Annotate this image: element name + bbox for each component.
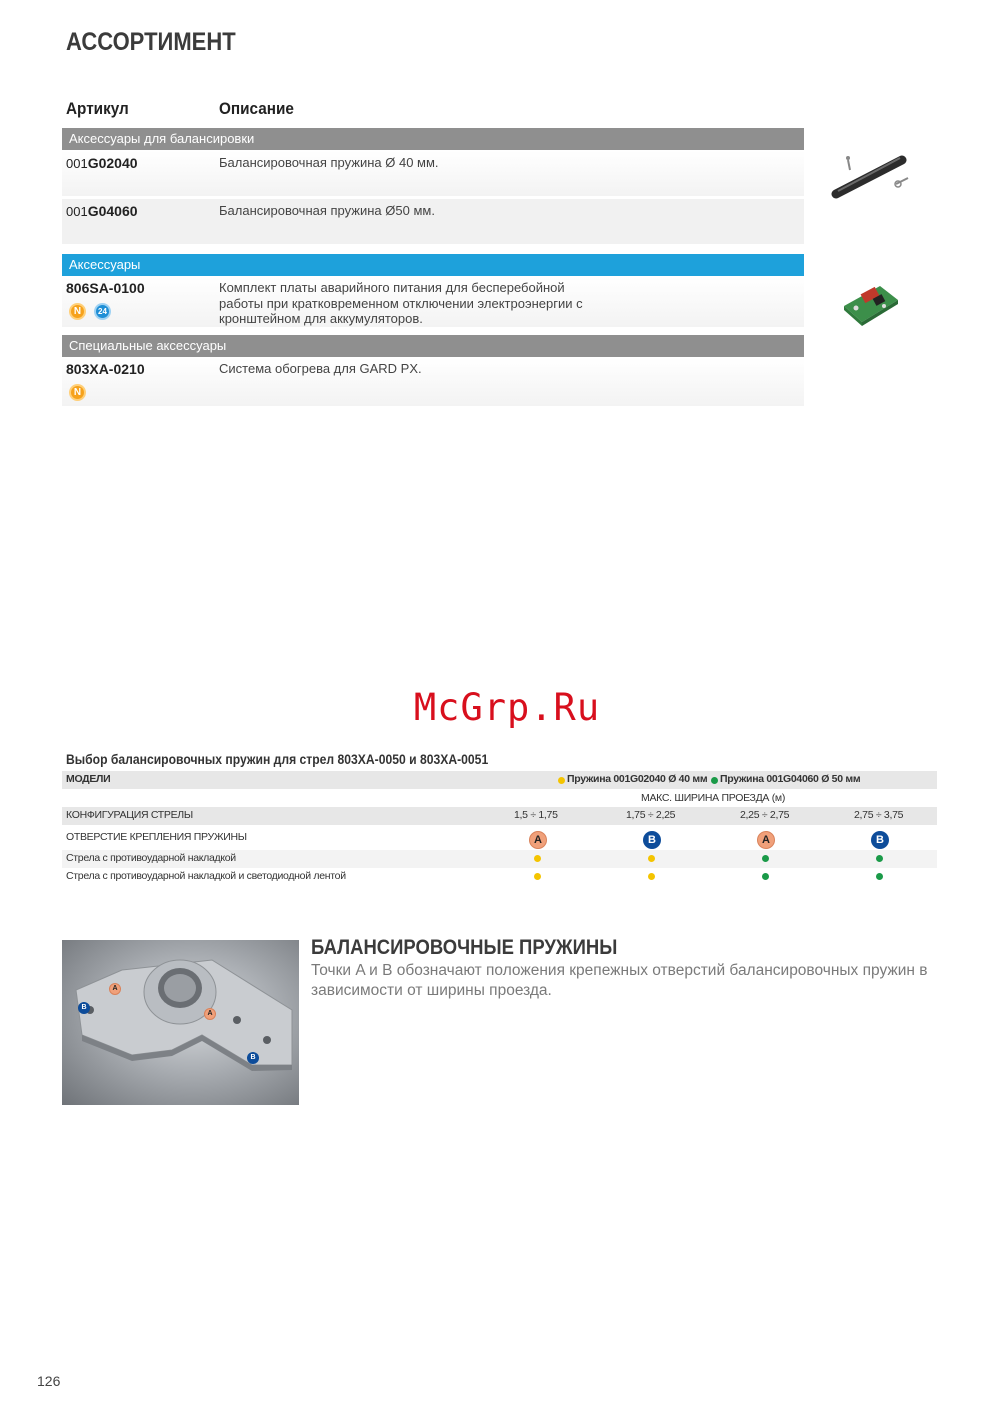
hole-b-icon: B <box>78 1002 90 1014</box>
models-label: МОДЕЛИ <box>66 773 111 785</box>
row-label: Стрела с противоударной накладкой <box>66 852 236 864</box>
page-title: АССОРТИМЕНТ <box>66 28 236 56</box>
item-description: Комплект платы аварийного питания для бесперебойной работы при кратковременном отключении электроэнергии с кронштейном для аккумуляторов. <box>219 280 583 326</box>
page-number: 126 <box>37 1373 61 1389</box>
yellow-dot-icon <box>534 855 541 862</box>
legend-yellow-dot-icon <box>558 777 565 784</box>
section-header-special: Специальные аксессуары <box>62 335 804 357</box>
green-dot-icon <box>876 873 883 880</box>
badge-n-icon: N <box>69 384 86 401</box>
article-code: 803XA-0210 <box>66 361 145 377</box>
circuit-board-image <box>840 276 902 328</box>
spring-table-title: Выбор балансировочных пружин для стрел 803XA-0050 и 803XA-0051 <box>66 752 489 767</box>
config-label: КОНФИГУРАЦИЯ СТРЕЛЫ <box>66 809 193 821</box>
badge-24-icon: 24 <box>94 303 111 320</box>
legend-spring-40: Пружина 001G02040 Ø 40 мм <box>567 773 708 785</box>
yellow-dot-icon <box>648 855 655 862</box>
article-code: 001G02040 <box>66 155 138 171</box>
watermark: McGrp.Ru <box>413 686 601 729</box>
green-dot-icon <box>762 855 769 862</box>
hole-a-icon: A <box>109 983 121 995</box>
description-column-header: Описание <box>219 99 294 118</box>
legend-green-dot-icon <box>711 777 718 784</box>
hole-a-icon: A <box>757 831 775 849</box>
holes-label: ОТВЕРСТИЕ КРЕПЛЕНИЯ ПРУЖИНЫ <box>66 831 247 843</box>
bracket-photo <box>62 940 299 1105</box>
range-cell: 2,75 ÷ 3,75 <box>854 809 904 821</box>
item-description: Балансировочная пружина Ø50 мм. <box>219 203 435 218</box>
springs-section-text: Точки A и B обозначают положения крепежных отверстий балансировочных пружин в зависимости от ширины проезда. <box>311 962 928 999</box>
article-column-header: Артикул <box>66 99 129 118</box>
range-cell: 1,5 ÷ 1,75 <box>514 809 558 821</box>
table-row <box>62 807 937 825</box>
green-dot-icon <box>876 855 883 862</box>
article-code: 806SA-0100 <box>66 280 145 296</box>
legend-spring-50: Пружина 001G04060 Ø 50 мм <box>720 773 861 785</box>
spring-image <box>828 150 912 202</box>
hole-b-icon: B <box>871 831 889 849</box>
item-description: Система обогрева для GARD PX. <box>219 361 422 376</box>
width-label: МАКС. ШИРИНА ПРОЕЗДА (м) <box>641 792 786 804</box>
row-label: Стрела с противоударной накладкой и светодиодной лентой <box>66 870 346 882</box>
hole-a-icon: A <box>529 831 547 849</box>
section-header-balancing: Аксессуары для балансировки <box>62 128 804 150</box>
badge-n-icon: N <box>69 303 86 320</box>
range-cell: 2,25 ÷ 2,75 <box>740 809 790 821</box>
yellow-dot-icon <box>534 873 541 880</box>
section-header-accessories: Аксессуары <box>62 254 804 276</box>
springs-section-title: БАЛАНСИРОВОЧНЫЕ ПРУЖИНЫ <box>311 936 618 959</box>
green-dot-icon <box>762 873 769 880</box>
hole-b-icon: B <box>247 1052 259 1064</box>
hole-a-icon: A <box>204 1008 216 1020</box>
yellow-dot-icon <box>648 873 655 880</box>
hole-b-icon: B <box>643 831 661 849</box>
range-cell: 1,75 ÷ 2,25 <box>626 809 676 821</box>
article-code: 001G04060 <box>66 203 138 219</box>
item-description: Балансировочная пружина Ø 40 мм. <box>219 155 439 170</box>
